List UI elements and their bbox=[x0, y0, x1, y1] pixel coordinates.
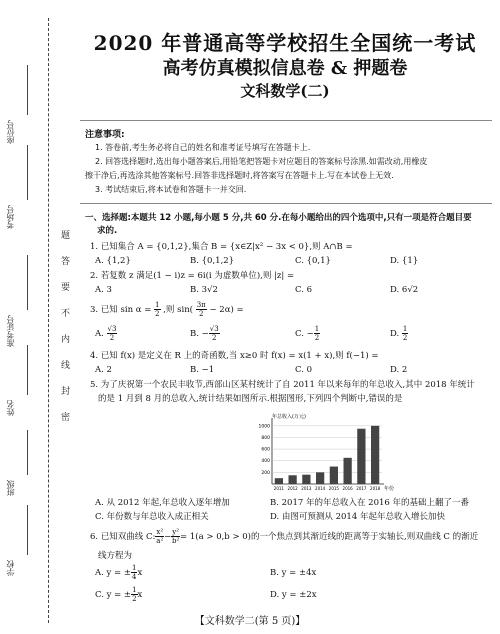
fraction bbox=[209, 325, 220, 342]
chart-bar bbox=[316, 472, 324, 484]
fraction-denominator: 2 bbox=[314, 334, 320, 342]
option-label: A. y = ± bbox=[95, 568, 131, 578]
q6-text: 6. 已知双曲线 C: bbox=[90, 532, 156, 542]
question-3-options bbox=[90, 325, 495, 347]
question-5-stem-line: 的是 1 月到 8 月的总收入,统计结果如图所示.根据图形,下列四个判断中,错误的是 bbox=[98, 394, 403, 404]
chart-bar bbox=[344, 458, 352, 484]
chart-y-tick-label: 600 bbox=[261, 447, 270, 453]
chart-x-tick-label: 2012 bbox=[287, 486, 298, 491]
chart-bar bbox=[302, 475, 310, 484]
option-label: C. − bbox=[295, 329, 314, 339]
option-a: A. y = ± $\frac{1}{4}$ x bbox=[95, 564, 143, 581]
fraction-numerator: x² bbox=[156, 528, 164, 536]
question-2-stem: 2. 若复数 z 满足(1 − i)z = 6i(i 为虚数单位),则 |z| = bbox=[90, 271, 295, 281]
exam-subtitle: 高考仿真模拟信息卷 & 押题卷 bbox=[162, 58, 408, 79]
seal-char: 题 bbox=[61, 231, 71, 241]
option-b: B. 2017 年的年总收入在 2016 年的基础上翻了一番 bbox=[270, 498, 470, 508]
chart-y-tick-label: 800 bbox=[261, 435, 270, 441]
fraction-numerator: √3 bbox=[209, 325, 219, 333]
option-b: B. 3√2 bbox=[190, 285, 218, 295]
binding-field-line bbox=[27, 430, 28, 475]
option-d: D. {1} bbox=[390, 256, 419, 266]
fraction-denominator: 2 bbox=[212, 334, 217, 342]
chart-x-tick-label: 2014 bbox=[315, 486, 326, 491]
chart-x-tick-label: 2017 bbox=[356, 486, 367, 491]
seal-char: 密 bbox=[61, 413, 71, 423]
option-a: A. {1,2} bbox=[95, 256, 131, 266]
section-heading-line: 求的. bbox=[97, 226, 118, 236]
exam-title: 2020 年普通高等学校招生全国统一考试 bbox=[93, 31, 477, 55]
seal-char: 内 bbox=[61, 335, 71, 345]
seal-char: 封 bbox=[61, 387, 71, 397]
fraction-numerator: 3π bbox=[196, 301, 206, 309]
fraction-numerator: 1 bbox=[314, 325, 320, 333]
option-c: C. y = ± $\frac{1}{2}$ x bbox=[95, 586, 143, 603]
fraction bbox=[171, 528, 180, 545]
q6-text: = 1(a > 0,b > 0)的一个焦点到其渐近线的距离等于实轴长,则双曲线 C 的渐近 bbox=[180, 532, 479, 542]
option-d: D. 6√2 bbox=[390, 285, 419, 295]
question-1-stem: 1. 已知集合 A = {0,1,2},集合 B = {x∈Z|x² − 3x < 0},则 A∩B = bbox=[90, 242, 353, 252]
fraction bbox=[196, 301, 207, 318]
q3-text: − 2α) = bbox=[209, 305, 244, 315]
option-label: A. bbox=[95, 329, 107, 339]
fraction bbox=[402, 325, 408, 342]
fraction-numerator: 1 bbox=[155, 301, 160, 309]
option-label: B. − bbox=[190, 329, 209, 339]
section-heading-line: 一、选择题:本题共 12 小题,每小题 5 分,共 60 分.在每小题给出的四个选项中,只有一项是符合题目要 bbox=[85, 213, 472, 223]
chart-x-tick-label: 2013 bbox=[301, 486, 312, 491]
binding-field-line bbox=[27, 65, 28, 115]
chart-bar bbox=[289, 475, 297, 484]
option-label: C. y = ± bbox=[95, 590, 132, 600]
fraction bbox=[107, 325, 118, 342]
subject-title: 文科数学(二) bbox=[240, 82, 330, 100]
option-d: D. 由图可预测从 2014 年起年总收入增长加快 bbox=[270, 512, 445, 522]
q3-text: ,则 sin( bbox=[163, 305, 193, 315]
fraction-numerator: 1 bbox=[132, 564, 137, 572]
chart-xlabel: 年份 bbox=[384, 486, 395, 492]
chart-x-tick-label: 2018 bbox=[370, 486, 381, 491]
seal-char: 答 bbox=[61, 257, 71, 267]
section-heading bbox=[85, 212, 495, 238]
option-b: B. −1 bbox=[190, 365, 215, 375]
option-a: A. 从 2012 年起,年总收入逐年增加 bbox=[95, 498, 230, 508]
fraction-numerator: 1 bbox=[132, 586, 137, 594]
seal-char: 要 bbox=[61, 283, 71, 293]
seal-char: 线 bbox=[61, 361, 71, 371]
notice-item: 擦干净后,再选涂其他答案标号.回答非选择题时,将答案写在答题卡上.写在本试卷上无效. bbox=[85, 171, 394, 180]
fraction-denominator: 2 bbox=[109, 334, 115, 342]
option-label: D. bbox=[390, 329, 402, 339]
chart-x-tick-label: 2011 bbox=[273, 486, 284, 491]
option-d: D. y = ±2x bbox=[270, 590, 317, 600]
binding-field-line bbox=[27, 255, 28, 310]
question-5-stem-line: 5. 为了庆祝第一个农民丰收节,西部山区某村统计了自 2011 年以来每年的年总收入,其中 2018 年统计 bbox=[90, 380, 475, 390]
fraction bbox=[155, 528, 164, 545]
fraction-denominator: 4 bbox=[132, 573, 137, 581]
option-d: D. 2 bbox=[390, 365, 408, 375]
binding-field-line bbox=[27, 505, 28, 555]
option-c: C. 年份数与年总收入成正相关 bbox=[95, 512, 209, 522]
chart-x-tick-label: 2015 bbox=[328, 486, 339, 491]
fraction bbox=[131, 564, 137, 581]
chart-y-tick-label: 400 bbox=[261, 459, 270, 465]
option-c: C. 0 bbox=[295, 365, 313, 375]
binding-field-line bbox=[27, 345, 28, 395]
fraction-denominator: 2 bbox=[132, 595, 137, 603]
chart-bar bbox=[371, 426, 379, 484]
chart-bar bbox=[357, 429, 365, 484]
notice-item: 3. 考试结束后,将本试卷和答题卡一并交回. bbox=[95, 185, 247, 194]
option-b: B. {0,1,2} bbox=[190, 256, 235, 266]
binding-field-label: 座位号 bbox=[6, 120, 15, 144]
option-a bbox=[95, 325, 117, 342]
fraction bbox=[131, 586, 137, 603]
option-c: C. {0,1} bbox=[295, 256, 331, 266]
fraction-numerator: √3 bbox=[107, 325, 117, 333]
question-4-stem: 4. 已知 f(x) 是定义在 R 上的奇函数,当 x≥0 时 f(x) = x(1 + x),则 f(−1) = bbox=[90, 351, 379, 361]
option-c bbox=[295, 325, 320, 342]
fraction-denominator: b² bbox=[172, 537, 180, 545]
question-6-stem-line: 线方程为 bbox=[98, 551, 133, 561]
chart-bar bbox=[330, 467, 338, 484]
chart-x-tick-label: 2016 bbox=[342, 486, 353, 491]
chart-bar bbox=[275, 478, 283, 484]
fraction-denominator: a² bbox=[156, 537, 164, 545]
binding-field-label: 班级 bbox=[6, 480, 15, 496]
option-a: A. 2 bbox=[95, 365, 112, 375]
chart-svg bbox=[250, 410, 400, 500]
fraction bbox=[154, 301, 160, 318]
option-c: C. 6 bbox=[295, 285, 313, 295]
binding-field-label: 考场号 bbox=[6, 205, 15, 229]
binding-dashed-line bbox=[48, 18, 49, 623]
binding-field-label: 准考证号 bbox=[6, 315, 15, 347]
fraction-numerator: y² bbox=[172, 528, 180, 536]
binding-field-label: 学校 bbox=[6, 560, 15, 576]
option-a: A. 3 bbox=[95, 285, 112, 295]
binding-field-line bbox=[27, 145, 28, 200]
notice-item: 1. 答卷前,考生务必将自己的姓名和准考证号填写在答题卡上. bbox=[95, 143, 311, 152]
seal-char: 不 bbox=[61, 309, 71, 319]
page-footer: 【文科数学二(第 5 页)】 bbox=[194, 616, 306, 627]
fraction-denominator: 2 bbox=[155, 310, 160, 318]
q3-text: 3. 已知 sin α = bbox=[90, 305, 152, 315]
fraction-denominator: 2 bbox=[199, 310, 204, 318]
question-3-stem bbox=[90, 299, 495, 321]
option-b bbox=[190, 325, 220, 342]
fraction-numerator: 1 bbox=[402, 325, 408, 333]
binding-field-label: 姓名 bbox=[6, 400, 15, 416]
chart-y-tick-label: 1000 bbox=[258, 424, 270, 430]
income-bar-chart bbox=[250, 410, 400, 500]
question-6-options bbox=[90, 564, 495, 608]
chart-y-tick-label: 200 bbox=[261, 470, 270, 476]
chart-ylabel: 年总收入(万元) bbox=[272, 414, 306, 420]
question-6-stem: 6. 已知双曲线 C: $\frac{\text{x²}}{\text{a²}}$ − $\frac{\text{y²}}{\text{b²}}$ = 1(a > 0,b > 0)的一个焦点到其渐近线的距离等于实轴长,则双曲线 C 的渐近 bbox=[90, 528, 479, 545]
fraction-denominator: 2 bbox=[402, 334, 408, 342]
fraction bbox=[314, 325, 320, 342]
option-b: B. y = ±4x bbox=[270, 568, 317, 578]
notice-title: 注意事项: bbox=[85, 130, 125, 140]
option-d bbox=[390, 325, 408, 342]
notice-item: 2. 回答选择题时,选出每小题答案后,用铅笔把答题卡对应题目的答案标号涂黑.如需改动,用橡皮 bbox=[95, 157, 428, 166]
